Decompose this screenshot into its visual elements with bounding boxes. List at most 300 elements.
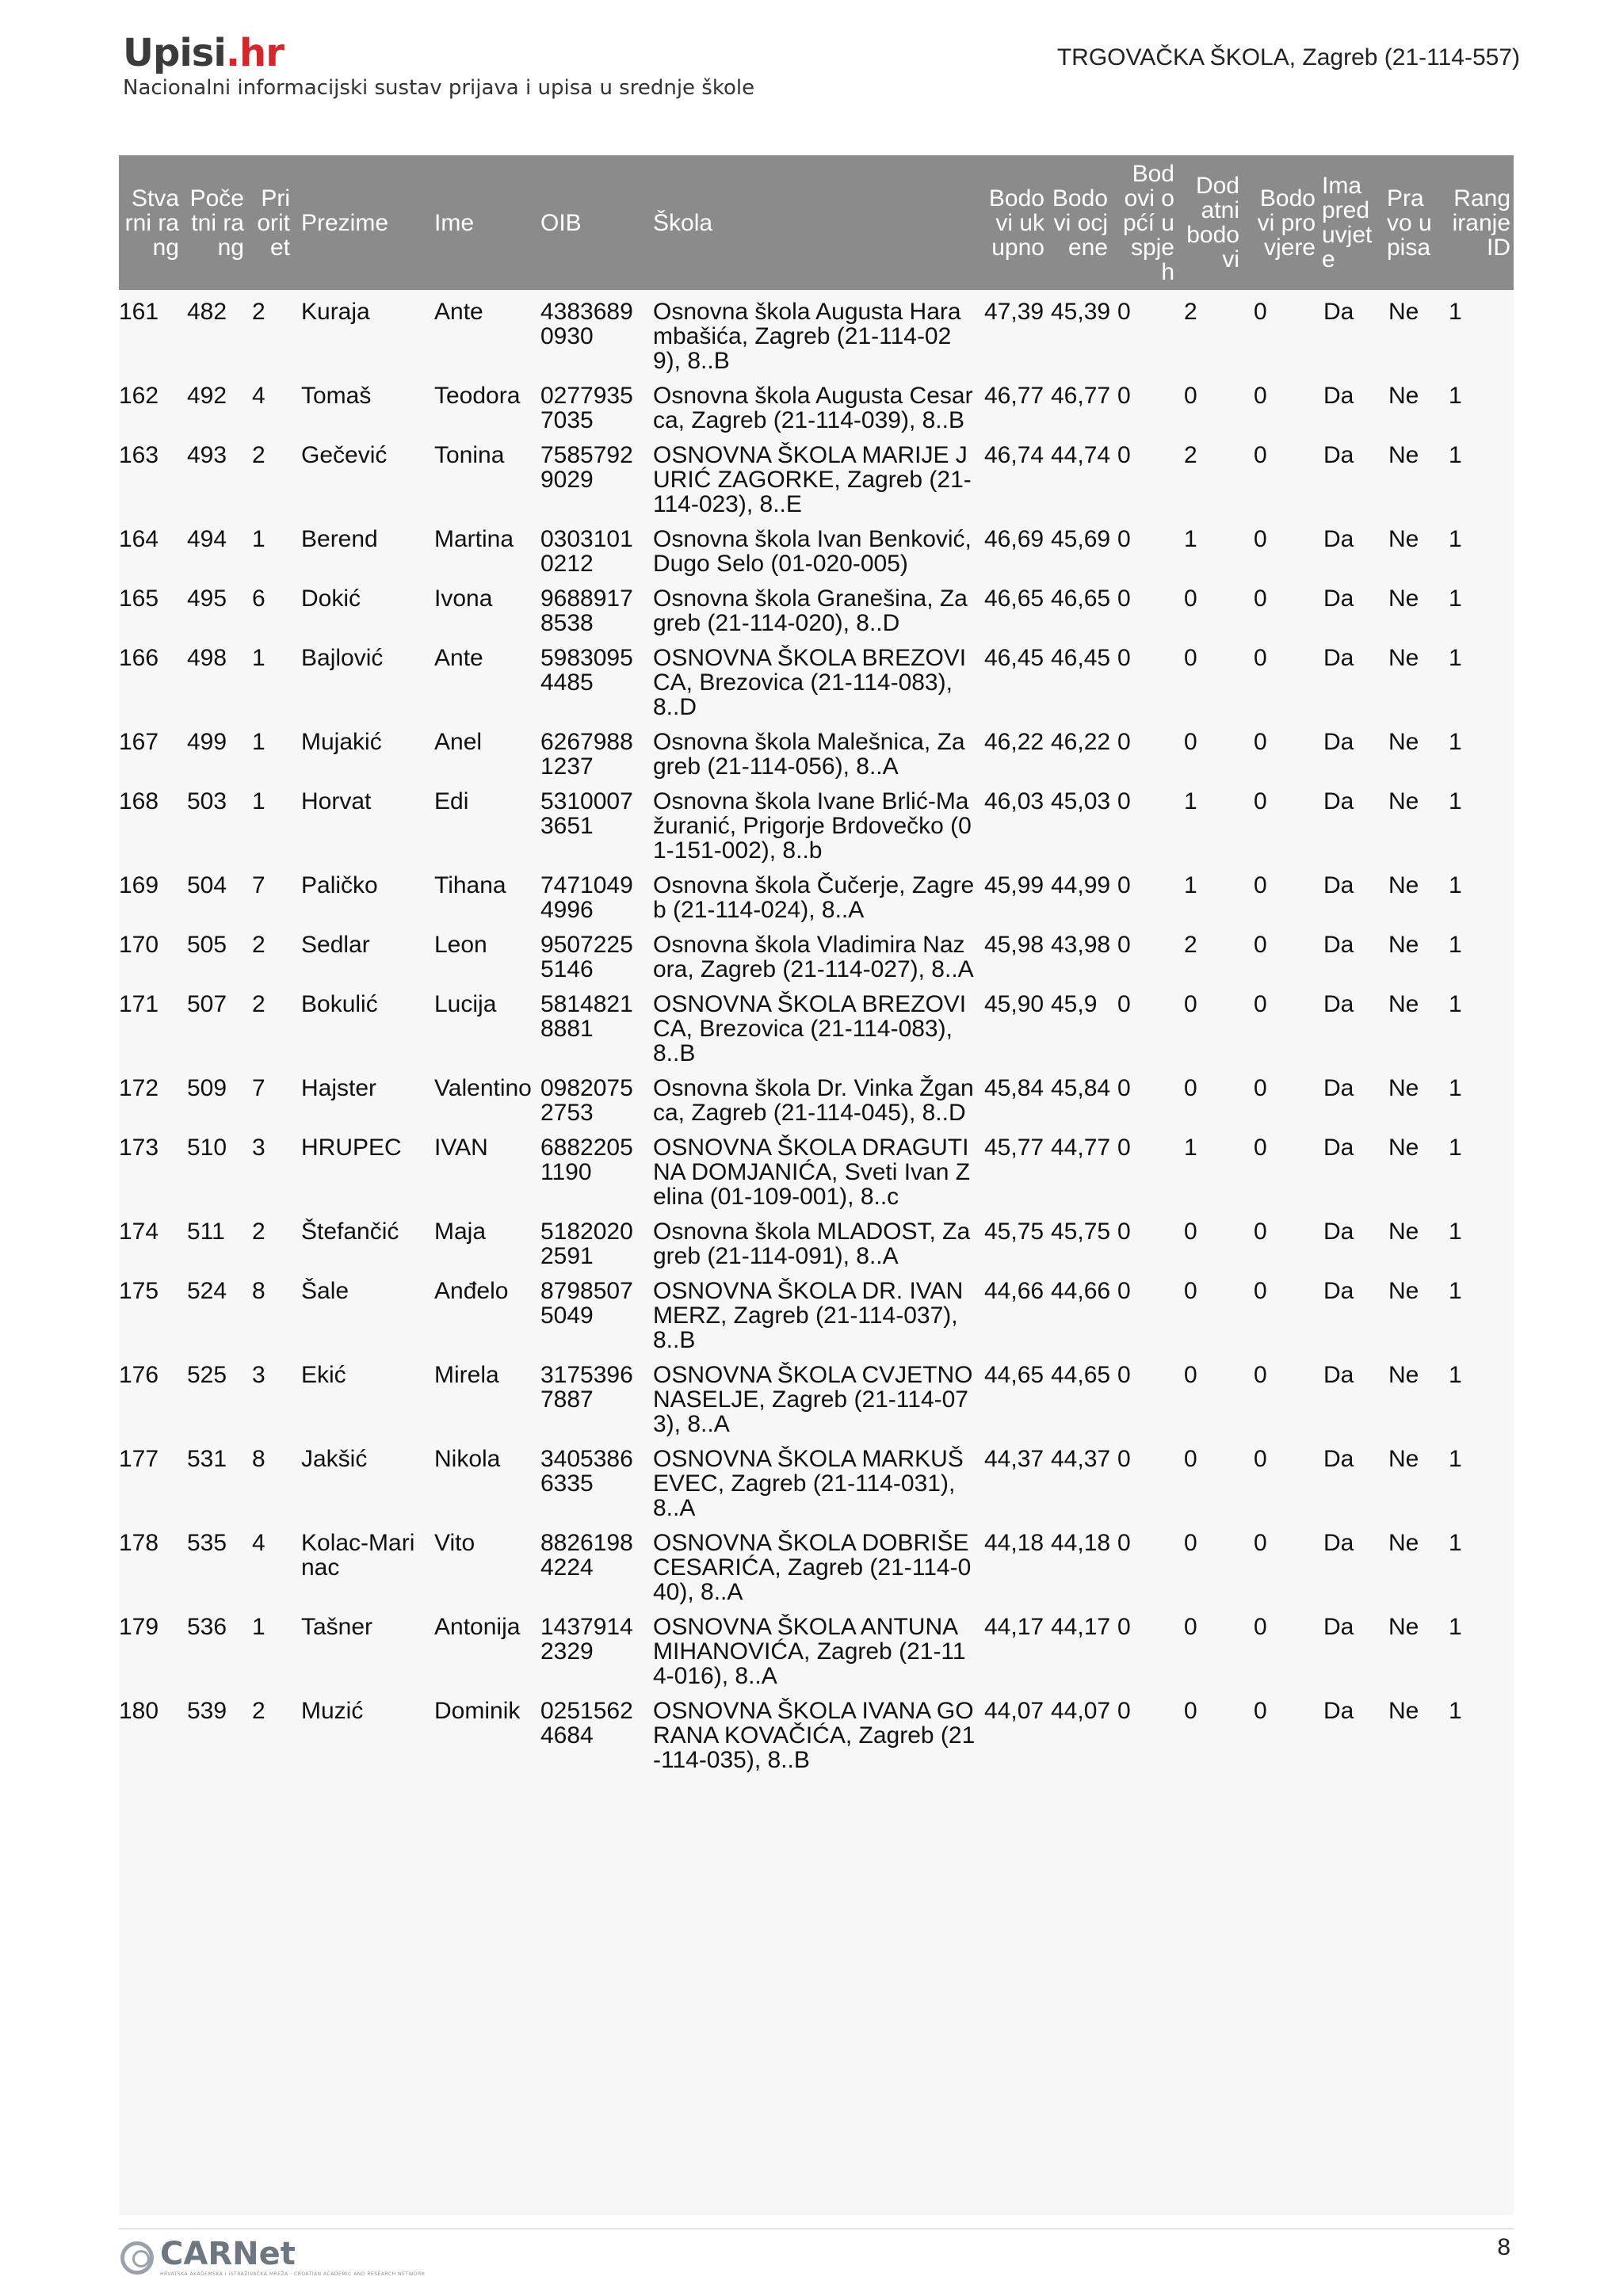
cell-dodatni: 0 bbox=[1184, 645, 1197, 671]
cell-provjere: 0 bbox=[1254, 932, 1267, 958]
col-skola-label: Škola bbox=[653, 209, 713, 236]
cell-pravo: Ne bbox=[1388, 526, 1419, 552]
cell-ocjene: 46,45 bbox=[1051, 645, 1111, 671]
cell-pocetni: 504 bbox=[187, 872, 227, 898]
cell-provjere: 0 bbox=[1254, 1278, 1267, 1304]
cell-pocetni: 531 bbox=[187, 1446, 227, 1472]
cell-pravo: Ne bbox=[1388, 788, 1419, 814]
cell-dodatni: 1 bbox=[1184, 1135, 1197, 1161]
cell-ukupno: 44,65 bbox=[984, 1362, 1044, 1388]
table-row bbox=[119, 1131, 1514, 1215]
cell-prioritet: 2 bbox=[252, 932, 265, 958]
cell-dodatni: 1 bbox=[1184, 526, 1197, 552]
cell-prezime: HRUPEC bbox=[301, 1135, 402, 1161]
logo-wordmark: Upisi.hr bbox=[123, 31, 284, 75]
cell-prezime: Dokić bbox=[301, 585, 361, 612]
cell-skola: Osnovna škola Vladimira Nazora, Zagreb (21-114-027), 8..A bbox=[653, 932, 974, 982]
cell-ocjene: 44,65 bbox=[1051, 1362, 1111, 1388]
cell-skola: Osnovna škola Augusta Harambašića, Zagreb (21-114-029), 8..B bbox=[653, 299, 961, 374]
cell-ocjene: 45,39 bbox=[1051, 299, 1111, 325]
cell-opci: 0 bbox=[1117, 872, 1131, 898]
cell-rid: 1 bbox=[1449, 1698, 1462, 1724]
cell-ocjene: 45,9 bbox=[1051, 991, 1098, 1017]
cell-stvarni: 169 bbox=[119, 872, 159, 898]
cell-prezime: Mujakić bbox=[301, 729, 382, 755]
cell-ime: Leon bbox=[434, 932, 487, 958]
cell-ocjene: 45,75 bbox=[1051, 1219, 1111, 1245]
cell-skola: Osnovna škola Čučerje, Zagreb (21-114-024), 8..A bbox=[653, 872, 975, 923]
cell-opci: 0 bbox=[1117, 1362, 1131, 1388]
cell-ukupno: 45,84 bbox=[984, 1075, 1044, 1101]
cell-opci: 0 bbox=[1117, 1614, 1131, 1640]
col-bodovi-ocjene-label: Bodovi ocjene bbox=[1052, 185, 1108, 261]
page-number: 8 bbox=[1497, 2234, 1510, 2260]
cell-pravo: Ne bbox=[1388, 1362, 1419, 1388]
cell-pravo: Ne bbox=[1388, 585, 1419, 612]
cell-prioritet: 2 bbox=[252, 1219, 265, 1245]
cell-preduvjet: Da bbox=[1323, 383, 1354, 409]
cell-prezime: Kuraja bbox=[301, 299, 370, 325]
cell-rid: 1 bbox=[1449, 729, 1462, 755]
cell-provjere: 0 bbox=[1254, 383, 1267, 409]
cell-pocetni: 505 bbox=[187, 932, 227, 958]
cell-ocjene: 45,84 bbox=[1051, 1075, 1111, 1101]
cell-oib: 03031010212 bbox=[540, 526, 633, 577]
cell-ime: Edi bbox=[434, 788, 469, 814]
cell-stvarni: 172 bbox=[119, 1075, 159, 1101]
cell-dodatni: 1 bbox=[1184, 872, 1197, 898]
table-row bbox=[119, 868, 1514, 928]
cell-rid: 1 bbox=[1449, 526, 1462, 552]
table-row bbox=[119, 522, 1514, 582]
cell-ime: Maja bbox=[434, 1219, 487, 1245]
cell-ukupno: 44,66 bbox=[984, 1278, 1044, 1304]
col-ima-preduvjete bbox=[1322, 155, 1377, 290]
col-bodovi-provjere bbox=[1252, 155, 1316, 290]
cell-pravo: Ne bbox=[1388, 932, 1419, 958]
cell-ukupno: 45,77 bbox=[984, 1135, 1044, 1161]
cell-stvarni: 167 bbox=[119, 729, 159, 755]
cell-rid: 1 bbox=[1449, 1075, 1462, 1101]
cell-oib: 87985075049 bbox=[540, 1278, 633, 1329]
cell-stvarni: 174 bbox=[119, 1219, 159, 1245]
cell-stvarni: 164 bbox=[119, 526, 159, 552]
cell-prioritet: 4 bbox=[252, 1530, 265, 1556]
cell-preduvjet: Da bbox=[1323, 299, 1354, 325]
cell-dodatni: 0 bbox=[1184, 1278, 1197, 1304]
cell-opci: 0 bbox=[1117, 299, 1131, 325]
cell-pocetni: 511 bbox=[187, 1219, 225, 1245]
cell-opci: 0 bbox=[1117, 1278, 1131, 1304]
cell-dodatni: 0 bbox=[1184, 729, 1197, 755]
col-prioritet bbox=[250, 155, 290, 290]
cell-opci: 0 bbox=[1117, 526, 1131, 552]
table-row bbox=[119, 1694, 1514, 1778]
results-table bbox=[119, 295, 1514, 1778]
cell-pravo: Ne bbox=[1388, 1135, 1419, 1161]
cell-pocetni: 535 bbox=[187, 1530, 227, 1556]
cell-skola: OSNOVNA ŠKOLA CVJETNO NASELJE, Zagreb (21-114-073), 8..A bbox=[653, 1362, 973, 1437]
site-subtitle: Nacionalni informacijski sustav prijava i upisa u srednje škole bbox=[123, 76, 755, 100]
cell-opci: 0 bbox=[1117, 788, 1131, 814]
cell-pravo: Ne bbox=[1388, 383, 1419, 409]
cell-pravo: Ne bbox=[1388, 1075, 1419, 1101]
cell-ime: Teodora bbox=[434, 383, 521, 409]
cell-rid: 1 bbox=[1449, 991, 1462, 1017]
cell-rid: 1 bbox=[1449, 442, 1462, 468]
col-pravo-upisa-label: Pravo upisa bbox=[1387, 185, 1432, 261]
col-dodatni-bodovi bbox=[1186, 155, 1239, 290]
cell-pocetni: 492 bbox=[187, 383, 227, 409]
cell-oib: 58148218881 bbox=[540, 991, 633, 1042]
cell-prezime: Bajlović bbox=[301, 645, 384, 671]
cell-prioritet: 4 bbox=[252, 383, 265, 409]
cell-pravo: Ne bbox=[1388, 1530, 1419, 1556]
cell-ocjene: 44,74 bbox=[1051, 442, 1111, 468]
cell-rid: 1 bbox=[1449, 872, 1462, 898]
table-row bbox=[119, 1358, 1514, 1442]
cell-provjere: 0 bbox=[1254, 585, 1267, 612]
table-row bbox=[119, 295, 1514, 379]
cell-pocetni: 499 bbox=[187, 729, 227, 755]
cell-ocjene: 44,07 bbox=[1051, 1698, 1111, 1724]
col-rangiranje-id-label: Rangiranje ID bbox=[1452, 185, 1510, 261]
col-pravo-upisa bbox=[1387, 155, 1434, 290]
cell-ocjene: 46,65 bbox=[1051, 585, 1111, 612]
cell-ukupno: 47,39 bbox=[984, 299, 1044, 325]
cell-provjere: 0 bbox=[1254, 729, 1267, 755]
table-row bbox=[119, 784, 1514, 868]
cell-ocjene: 44,17 bbox=[1051, 1614, 1111, 1640]
school-title: TRGOVAČKA ŠKOLA, Zagreb (21-114-557) bbox=[1056, 44, 1520, 71]
col-oib bbox=[540, 155, 636, 290]
cell-ime: Vito bbox=[434, 1530, 475, 1556]
cell-pocetni: 495 bbox=[187, 585, 227, 612]
cell-preduvjet: Da bbox=[1323, 1446, 1354, 1472]
cell-preduvjet: Da bbox=[1323, 788, 1354, 814]
cell-stvarni: 178 bbox=[119, 1530, 159, 1556]
cell-preduvjet: Da bbox=[1323, 1219, 1354, 1245]
cell-provjere: 0 bbox=[1254, 991, 1267, 1017]
cell-pravo: Ne bbox=[1388, 729, 1419, 755]
cell-ocjene: 46,77 bbox=[1051, 383, 1111, 409]
cell-skola: OSNOVNA ŠKOLA IVANA GORANA KOVAČIĆA, Zagreb (21-114-035), 8..B bbox=[653, 1698, 976, 1773]
cell-skola: OSNOVNA ŠKOLA ANTUNA MIHANOVIĆA, Zagreb (21-114-016), 8..A bbox=[653, 1614, 966, 1689]
cell-preduvjet: Da bbox=[1323, 526, 1354, 552]
cell-dodatni: 0 bbox=[1184, 1219, 1197, 1245]
cell-dodatni: 0 bbox=[1184, 1075, 1197, 1101]
cell-prioritet: 1 bbox=[252, 645, 265, 671]
cell-ime: Ante bbox=[434, 645, 483, 671]
cell-opci: 0 bbox=[1117, 1446, 1131, 1472]
cell-stvarni: 176 bbox=[119, 1362, 159, 1388]
cell-preduvjet: Da bbox=[1323, 991, 1354, 1017]
cell-ukupno: 46,22 bbox=[984, 729, 1044, 755]
cell-dodatni: 0 bbox=[1184, 383, 1197, 409]
cell-ukupno: 46,65 bbox=[984, 585, 1044, 612]
cell-oib: 59830954485 bbox=[540, 645, 633, 696]
cell-provjere: 0 bbox=[1254, 788, 1267, 814]
cell-skola: OSNOVNA ŠKOLA BREZOVICA, Brezovica (21-114-083), 8..B bbox=[653, 991, 967, 1066]
cell-preduvjet: Da bbox=[1323, 1614, 1354, 1640]
col-bodovi-ocjene bbox=[1051, 155, 1108, 290]
cell-provjere: 0 bbox=[1254, 1698, 1267, 1724]
cell-opci: 0 bbox=[1117, 645, 1131, 671]
footer-divider bbox=[119, 2228, 1514, 2229]
cell-prioritet: 6 bbox=[252, 585, 265, 612]
cell-skola: OSNOVNA ŠKOLA DRAGUTINA DOMJANIĆA, Sveti Ivan Zelina (01-109-001), 8..c bbox=[653, 1135, 971, 1210]
cell-prezime: Ekić bbox=[301, 1362, 346, 1388]
cell-ocjene: 44,18 bbox=[1051, 1530, 1111, 1556]
cell-ime: Lucija bbox=[434, 991, 497, 1017]
cell-preduvjet: Da bbox=[1323, 1698, 1354, 1724]
cell-preduvjet: Da bbox=[1323, 1135, 1354, 1161]
cell-skola: OSNOVNA ŠKOLA DR. IVAN MERZ, Zagreb (21-114-037), 8..B bbox=[653, 1278, 964, 1353]
cell-provjere: 0 bbox=[1254, 299, 1267, 325]
cell-prezime: Sedlar bbox=[301, 932, 370, 958]
cell-opci: 0 bbox=[1117, 729, 1131, 755]
cell-provjere: 0 bbox=[1254, 645, 1267, 671]
table-row bbox=[119, 1071, 1514, 1131]
cell-oib: 96889178538 bbox=[540, 585, 633, 636]
cell-prioritet: 8 bbox=[252, 1446, 265, 1472]
cell-skola: OSNOVNA ŠKOLA MARIJE JURIĆ ZAGORKE, Zagreb (21-114-023), 8..E bbox=[653, 442, 972, 517]
cell-prioritet: 2 bbox=[252, 299, 265, 325]
cell-provjere: 0 bbox=[1254, 1446, 1267, 1472]
cell-dodatni: 0 bbox=[1184, 1614, 1197, 1640]
cell-stvarni: 171 bbox=[119, 991, 159, 1017]
site-logo bbox=[123, 32, 754, 100]
cell-preduvjet: Da bbox=[1323, 645, 1354, 671]
col-bodovi-opci-uspjeh bbox=[1119, 155, 1174, 290]
cell-pocetni: 507 bbox=[187, 991, 227, 1017]
cell-rid: 1 bbox=[1449, 1614, 1462, 1640]
col-ime bbox=[434, 155, 529, 290]
cell-ime: Valentino bbox=[434, 1075, 532, 1101]
cell-oib: 75857929029 bbox=[540, 442, 633, 493]
cell-skola: Osnovna škola MLADOST, Zagreb (21-114-091), 8..A bbox=[653, 1219, 971, 1269]
cell-pravo: Ne bbox=[1388, 1446, 1419, 1472]
cell-pocetni: 493 bbox=[187, 442, 227, 468]
cell-prioritet: 1 bbox=[252, 1614, 265, 1640]
cell-oib: 74710494996 bbox=[540, 872, 633, 923]
cell-rid: 1 bbox=[1449, 585, 1462, 612]
cell-provjere: 0 bbox=[1254, 1075, 1267, 1101]
cell-prezime: Hajster bbox=[301, 1075, 377, 1101]
cell-dodatni: 0 bbox=[1184, 991, 1197, 1017]
cell-opci: 0 bbox=[1117, 991, 1131, 1017]
cell-ukupno: 46,74 bbox=[984, 442, 1044, 468]
cell-prioritet: 8 bbox=[252, 1278, 265, 1304]
cell-skola: OSNOVNA ŠKOLA BREZOVICA, Brezovica (21-114-083), 8..D bbox=[653, 645, 967, 720]
cell-ocjene: 43,98 bbox=[1051, 932, 1111, 958]
col-prezime-label: Prezime bbox=[301, 209, 389, 236]
cell-ukupno: 45,98 bbox=[984, 932, 1044, 958]
cell-ime: Mirela bbox=[434, 1362, 499, 1388]
col-skola bbox=[653, 155, 891, 290]
cell-ime: Nikola bbox=[434, 1446, 501, 1472]
col-bodovi-ukupno-label: Bodovi ukupno bbox=[988, 185, 1044, 261]
cell-oib: 09820752753 bbox=[540, 1075, 633, 1126]
col-rangiranje-id bbox=[1449, 155, 1510, 290]
cell-pocetni: 510 bbox=[187, 1135, 227, 1161]
cell-pocetni: 536 bbox=[187, 1614, 227, 1640]
col-pocetni-rang bbox=[187, 155, 244, 290]
col-dodatni-bodovi-label: Dodatni bodovi bbox=[1186, 173, 1239, 273]
cell-stvarni: 177 bbox=[119, 1446, 159, 1472]
cell-preduvjet: Da bbox=[1323, 932, 1354, 958]
cell-ocjene: 44,66 bbox=[1051, 1278, 1111, 1304]
col-stvarni-rang-label: Stvarni rang bbox=[124, 185, 179, 261]
cell-opci: 0 bbox=[1117, 1698, 1131, 1724]
cell-oib: 68822051190 bbox=[540, 1135, 633, 1185]
cell-provjere: 0 bbox=[1254, 526, 1267, 552]
cell-preduvjet: Da bbox=[1323, 442, 1354, 468]
cell-ukupno: 44,18 bbox=[984, 1530, 1044, 1556]
cell-pocetni: 494 bbox=[187, 526, 227, 552]
cell-ukupno: 46,45 bbox=[984, 645, 1044, 671]
cell-preduvjet: Da bbox=[1323, 585, 1354, 612]
cell-ocjene: 44,99 bbox=[1051, 872, 1111, 898]
cell-pocetni: 498 bbox=[187, 645, 227, 671]
cell-stvarni: 162 bbox=[119, 383, 159, 409]
cell-rid: 1 bbox=[1449, 1219, 1462, 1245]
cell-provjere: 0 bbox=[1254, 1219, 1267, 1245]
cell-ukupno: 44,17 bbox=[984, 1614, 1044, 1640]
cell-dodatni: 0 bbox=[1184, 585, 1197, 612]
cell-stvarni: 166 bbox=[119, 645, 159, 671]
col-prioritet-label: Prioritet bbox=[257, 185, 290, 261]
table-row bbox=[119, 928, 1514, 987]
table-row bbox=[119, 987, 1514, 1071]
cell-dodatni: 2 bbox=[1184, 442, 1197, 468]
cell-prezime: Tomaš bbox=[301, 383, 372, 409]
cell-oib: 62679881237 bbox=[540, 729, 633, 780]
cell-ukupno: 45,99 bbox=[984, 872, 1044, 898]
cell-prioritet: 1 bbox=[252, 526, 265, 552]
cell-rid: 1 bbox=[1449, 1446, 1462, 1472]
col-ime-label: Ime bbox=[434, 209, 475, 236]
cell-stvarni: 170 bbox=[119, 932, 159, 958]
table-row bbox=[119, 582, 1514, 641]
col-bodovi-ukupno bbox=[984, 155, 1044, 290]
col-oib-label: OIB bbox=[540, 209, 582, 236]
cell-rid: 1 bbox=[1449, 1278, 1462, 1304]
cell-pravo: Ne bbox=[1388, 1278, 1419, 1304]
col-prezime bbox=[301, 155, 420, 290]
cell-dodatni: 0 bbox=[1184, 1362, 1197, 1388]
cell-ukupno: 46,77 bbox=[984, 383, 1044, 409]
cell-opci: 0 bbox=[1117, 1135, 1131, 1161]
table-row bbox=[119, 379, 1514, 438]
cell-pravo: Ne bbox=[1388, 1219, 1419, 1245]
carnet-wordmark: CARNet bbox=[160, 2236, 296, 2272]
cell-provjere: 0 bbox=[1254, 1362, 1267, 1388]
table-row bbox=[119, 641, 1514, 725]
cell-dodatni: 0 bbox=[1184, 1530, 1197, 1556]
cell-pravo: Ne bbox=[1388, 1614, 1419, 1640]
cell-ukupno: 46,03 bbox=[984, 788, 1044, 814]
cell-stvarni: 163 bbox=[119, 442, 159, 468]
cell-ime: Martina bbox=[434, 526, 514, 552]
cell-pravo: Ne bbox=[1388, 645, 1419, 671]
cell-dodatni: 2 bbox=[1184, 932, 1197, 958]
table-row bbox=[119, 1442, 1514, 1526]
cell-skola: Osnovna škola Augusta Cesarca, Zagreb (21-114-039), 8..B bbox=[653, 383, 973, 433]
cell-oib: 43836890930 bbox=[540, 299, 633, 349]
cell-prioritet: 3 bbox=[252, 1362, 265, 1388]
cell-oib: 53100073651 bbox=[540, 788, 633, 839]
cell-prioritet: 1 bbox=[252, 729, 265, 755]
cell-pravo: Ne bbox=[1388, 1698, 1419, 1724]
cell-preduvjet: Da bbox=[1323, 872, 1354, 898]
cell-oib: 02779357035 bbox=[540, 383, 633, 433]
cell-prezime: Paličko bbox=[301, 872, 378, 898]
cell-ime: Ante bbox=[434, 299, 483, 325]
cell-preduvjet: Da bbox=[1323, 1278, 1354, 1304]
cell-ime: IVAN bbox=[434, 1135, 488, 1161]
cell-opci: 0 bbox=[1117, 442, 1131, 468]
cell-ime: Tonina bbox=[434, 442, 505, 468]
cell-rid: 1 bbox=[1449, 932, 1462, 958]
cell-ocjene: 45,69 bbox=[1051, 526, 1111, 552]
col-ima-preduvjete-label: Ima preduvjete bbox=[1322, 173, 1373, 273]
cell-prioritet: 7 bbox=[252, 1075, 265, 1101]
cell-pocetni: 524 bbox=[187, 1278, 227, 1304]
cell-prezime: Štefančić bbox=[301, 1219, 399, 1245]
cell-stvarni: 175 bbox=[119, 1278, 159, 1304]
table-row bbox=[119, 1274, 1514, 1358]
cell-ime: Anđelo bbox=[434, 1278, 509, 1304]
cell-prezime: Muzić bbox=[301, 1698, 364, 1724]
cell-skola: OSNOVNA ŠKOLA MARKUŠEVEC, Zagreb (21-114-031), 8..A bbox=[653, 1446, 964, 1521]
cell-prezime: Tašner bbox=[301, 1614, 373, 1640]
cell-prezime: Jakšić bbox=[301, 1446, 368, 1472]
table-row bbox=[119, 438, 1514, 522]
cell-provjere: 0 bbox=[1254, 872, 1267, 898]
carnet-tagline: HRVATSKA AKADEMSKA I ISTRAŽIVAČKA MREŽA · CROATIAN ACADEMIC AND RESEARCH NETWORK bbox=[160, 2271, 426, 2277]
cell-oib: 31753967887 bbox=[540, 1362, 633, 1413]
cell-pocetni: 525 bbox=[187, 1362, 227, 1388]
cell-opci: 0 bbox=[1117, 585, 1131, 612]
cell-ime: Tihana bbox=[434, 872, 506, 898]
cell-ukupno: 44,37 bbox=[984, 1446, 1044, 1472]
cell-prioritet: 7 bbox=[252, 872, 265, 898]
cell-dodatni: 0 bbox=[1184, 1698, 1197, 1724]
col-pocetni-rang-label: Početni rang bbox=[189, 185, 244, 261]
table-row bbox=[119, 1610, 1514, 1694]
carnet-logo bbox=[120, 2238, 425, 2277]
cell-pocetni: 503 bbox=[187, 788, 227, 814]
cell-prioritet: 3 bbox=[252, 1135, 265, 1161]
cell-prioritet: 1 bbox=[252, 788, 265, 814]
cell-rid: 1 bbox=[1449, 383, 1462, 409]
cell-provjere: 0 bbox=[1254, 1135, 1267, 1161]
cell-prezime: Kolac-Marinac bbox=[301, 1530, 415, 1581]
cell-ocjene: 45,03 bbox=[1051, 788, 1111, 814]
col-stvarni-rang bbox=[124, 155, 179, 290]
cell-oib: 14379142329 bbox=[540, 1614, 633, 1665]
cell-opci: 0 bbox=[1117, 1530, 1131, 1556]
cell-provjere: 0 bbox=[1254, 1530, 1267, 1556]
cell-skola: Osnovna škola Dr. Vinka Žganca, Zagreb (21-114-045), 8..D bbox=[653, 1075, 974, 1126]
cell-pocetni: 482 bbox=[187, 299, 227, 325]
cell-stvarni: 161 bbox=[119, 299, 159, 325]
cell-provjere: 0 bbox=[1254, 1614, 1267, 1640]
col-bodovi-opci-uspjeh-label: Bodovi općí uspjeh bbox=[1122, 160, 1174, 285]
cell-dodatni: 0 bbox=[1184, 1446, 1197, 1472]
cell-ocjene: 46,22 bbox=[1051, 729, 1111, 755]
